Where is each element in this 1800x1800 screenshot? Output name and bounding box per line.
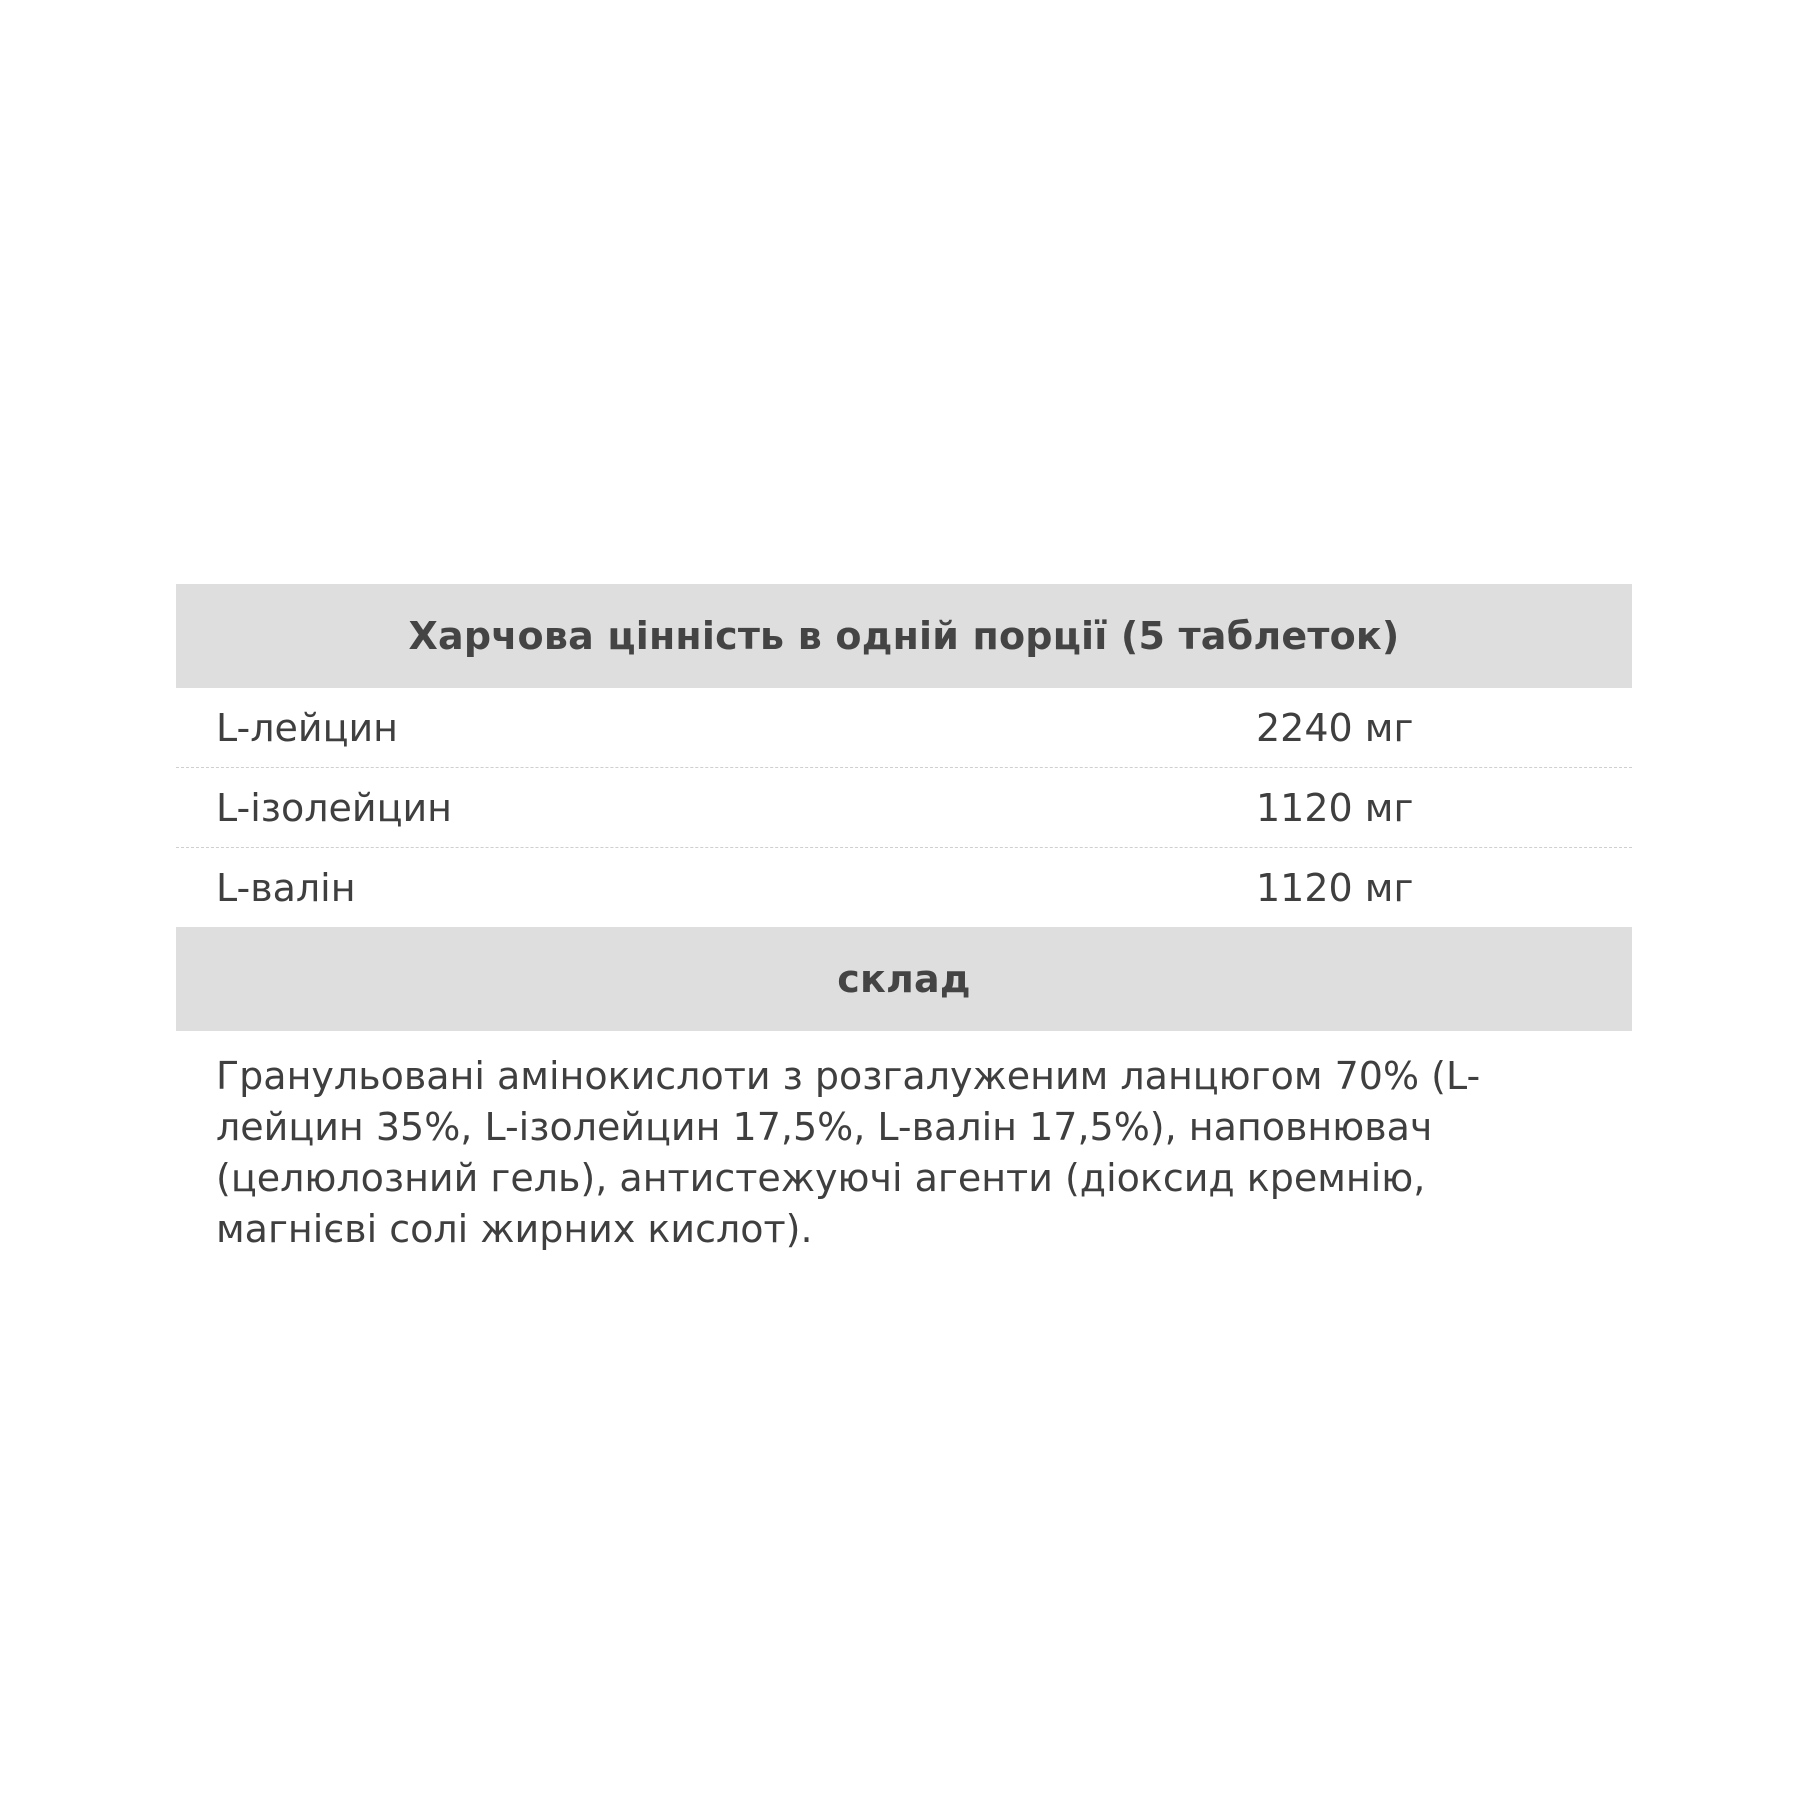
ingredient-amount: 1120 мг: [1256, 865, 1414, 910]
composition-text: Гранульовані амінокислоти з розгалуженим ланцюгом 70% (L-лейцин 35%, L-ізолейцин 17,5%, L-валін 17,5%), наповнювач (целюлозний гель), антистежуючі агенти (діоксид кремнію, магнієві солі жирних кислот).: [216, 1054, 1481, 1251]
ingredient-name: L-валін: [216, 865, 356, 910]
nutrition-table: [176, 584, 1632, 1255]
table-row: [176, 768, 1632, 848]
table-row: [176, 688, 1632, 768]
table-row: [176, 848, 1632, 927]
ingredient-name: L-ізолейцин: [216, 785, 452, 830]
ingredient-name: L-лейцин: [216, 705, 398, 750]
ingredient-amount: 2240 мг: [1256, 705, 1414, 750]
composition-header: склад: [176, 927, 1632, 1031]
ingredient-amount: 1120 мг: [1256, 785, 1414, 830]
nutrition-header: Харчова цінність в одній порції (5 таблеток): [176, 584, 1632, 688]
